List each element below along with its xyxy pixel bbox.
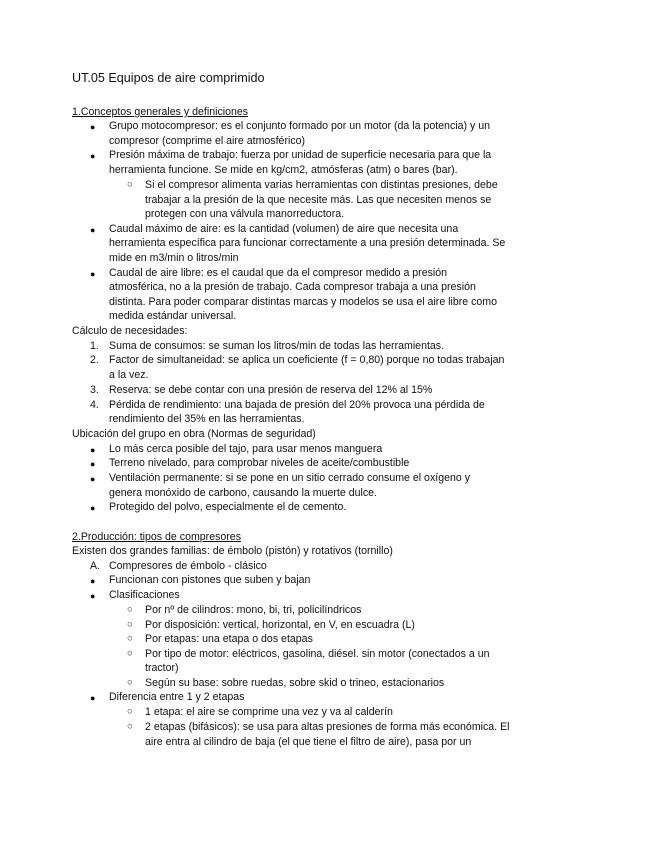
list-item-text: Según su base: sobre ruedas, sobre skid o trineo, estacionarios (145, 677, 445, 689)
list-item-text: Por nº de cilindros: mono, bi, tri, policilíndricos (145, 604, 362, 616)
bullet-icon: ● (90, 122, 96, 132)
bullet-icon: ● (90, 151, 96, 161)
list-item-text: Protegido del polvo, especialmente el de cemento. (109, 501, 347, 513)
circle-bullet-icon: ○ (127, 619, 133, 630)
list-number: 2. (90, 354, 99, 366)
bullet-icon: ● (90, 269, 96, 279)
list-item-text: Factor de simultaneidad: se aplica un coeficiente (f = 0,80) porque no todas trabajan (109, 354, 505, 366)
list-number: 1. (90, 340, 99, 352)
list-item-text: Por tipo de motor: eléctricos, gasolina, diésel. sin motor (conectados a un (145, 648, 490, 660)
list-item-text: atmosférica, no a la presión de trabajo. Cada compresor trabaja a una presión (109, 281, 476, 293)
section-2-intro: Existen dos grandes familias: de émbolo (pistón) y rotativos (tornillo) (72, 545, 393, 557)
list-item-text: Si el compresor alimenta varias herramientas con distintas presiones, debe (145, 179, 498, 191)
list-item-text: Suma de consumos: se suman los litros/min de todas las herramientas. (109, 340, 445, 352)
list-item-text: genera monóxido de carbono, causando la muerte dulce. (109, 487, 377, 499)
bullet-icon: ● (90, 591, 96, 601)
list-item-text: a la vez. (109, 369, 149, 381)
list-item-text: Diferencia entre 1 y 2 etapas (109, 691, 245, 703)
list-item-text: herramienta funcione. Se mide en kg/cm2, atmósferas (atm) o bares (bar). (109, 164, 458, 176)
list-item-text: Presión máxima de trabajo: fuerza por unidad de superficie necesaria para que la (109, 149, 492, 161)
list-item-text: compresor (comprime el aire atmosférico) (109, 135, 306, 147)
list-item-text: Por disposición: vertical, horizontal, en V, en escuadra (L) (145, 619, 415, 631)
list-item-text: Grupo motocompresor: es el conjunto formado por un motor (da la potencia) y un (109, 120, 490, 132)
list-item-text: Funcionan con pistones que suben y bajan (109, 574, 311, 586)
subheading-ubicacion: Ubicación del grupo en obra (Normas de seguridad) (72, 428, 316, 440)
list-item-text: herramienta específica para funcionar correctamente a una presión determinada. Se (109, 237, 506, 249)
list-item-text: Por etapas: una etapa o dos etapas (145, 633, 313, 645)
list-item-text: Clasificaciones (109, 589, 180, 601)
list-item-text: Ventilación permanente: si se pone en un sitio cerrado consume el oxígeno y (109, 472, 470, 484)
bullet-icon: ● (90, 474, 96, 484)
list-item-text: tractor) (145, 662, 179, 674)
bullet-icon: ● (90, 503, 96, 513)
list-letter: A. (90, 560, 101, 572)
list-item-text: protegen con una válvula manorreductora. (145, 208, 345, 220)
list-item-text: 1 etapa: el aire se comprime una vez y va al calderín (145, 706, 393, 718)
list-item-text: medida estándar universal. (109, 310, 237, 322)
list-item-text: Caudal de aire libre: es el caudal que da el compresor medido a presión (109, 267, 448, 279)
list-number: 4. (90, 399, 99, 411)
list-item-text: Reserva: se debe contar con una presión de reserva del 12% al 15% (109, 384, 433, 396)
page-title: UT.05 Equipos de aire comprimido (72, 71, 265, 85)
section-2-heading: 2.Producción: tipos de compresores (72, 531, 241, 543)
bullet-icon: ● (90, 225, 96, 235)
bullet-icon: ● (90, 693, 96, 703)
bullet-icon: ● (90, 576, 96, 586)
bullet-icon: ● (90, 459, 96, 469)
list-item-text: Caudal máximo de aire: es la cantidad (volumen) de aire que necesita una (109, 223, 459, 235)
circle-bullet-icon: ○ (127, 677, 133, 688)
list-item-text: 2 etapas (bifásicos): se usa para altas presiones de forma más económica. El (145, 721, 510, 733)
circle-bullet-icon: ○ (127, 633, 133, 644)
list-item-text: rendimiento del 35% en las herramientas. (109, 413, 305, 425)
bullet-icon: ● (90, 445, 96, 455)
circle-bullet-icon: ○ (127, 721, 133, 732)
list-item-text: aire entra al cilindro de baja (el que tiene el filtro de aire), pasa por un (145, 736, 472, 748)
list-item-text: mide en m3/min o litros/min (109, 252, 239, 264)
section-1-heading: 1.Conceptos generales y definiciones (72, 106, 249, 118)
list-number: 3. (90, 384, 99, 396)
subheading-calculo: Cálculo de necesidades: (72, 325, 188, 337)
circle-bullet-icon: ○ (127, 179, 133, 190)
list-item-text: Compresores de émbolo - clásico (109, 560, 267, 572)
list-item-text: trabajar a la presión de la que necesite más. Las que necesiten menos se (145, 194, 492, 206)
list-item-text: Lo más cerca posible del tajo, para usar menos manguera (109, 443, 383, 455)
list-item-text: Terreno nivelado, para comprobar niveles de aceite/combustible (109, 457, 410, 469)
circle-bullet-icon: ○ (127, 604, 133, 615)
list-item-text: Pérdida de rendimiento: una bajada de presión del 20% provoca una pérdida de (109, 399, 485, 411)
circle-bullet-icon: ○ (127, 706, 133, 717)
list-item-text: distinta. Para poder comparar distintas marcas y modelos se usa el aire libre como (109, 296, 498, 308)
circle-bullet-icon: ○ (127, 648, 133, 659)
